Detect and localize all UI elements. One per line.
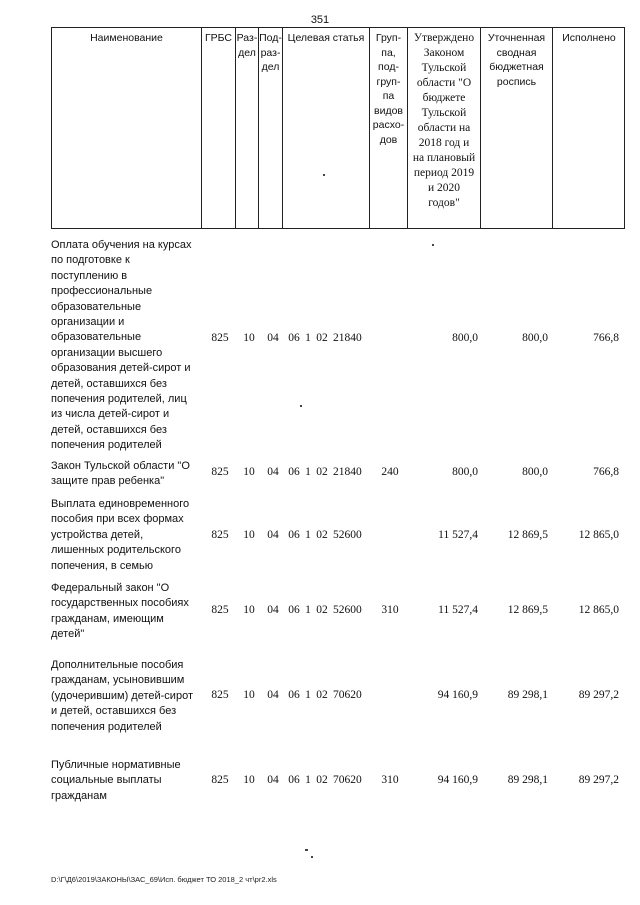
cell-approved: 800,0	[452, 332, 478, 344]
cell-podrazdel: 04	[267, 466, 279, 478]
table-header	[51, 27, 625, 229]
cell-executed: 12 865,0	[578, 529, 619, 541]
scan-speck	[305, 849, 308, 851]
cell-target-subprogram: 1	[305, 604, 311, 616]
cell-podrazdel: 04	[267, 774, 279, 786]
cell-executed: 766,8	[593, 332, 619, 344]
header-executed: Исполнено	[562, 32, 616, 44]
cell-target-event: 02	[316, 466, 328, 478]
row-name: Оплата обучения на курсах по подготовке к поступлению в профессиональные образовательные организации и образовательные организации высшего образования детей-сирот и детей, оставшихся без попечения родителей, лиц из числа детей-сирот и детей, оставшихся без попечения родителей	[51, 239, 192, 452]
cell-razdel: 10	[243, 774, 255, 786]
cell-approved: 94 160,9	[437, 689, 478, 701]
header-podrazdel: Под- раз- дел	[259, 28, 283, 228]
cell-refined: 800,0	[522, 332, 548, 344]
cell-target-program: 06	[288, 774, 300, 786]
cell-target-program: 06	[288, 466, 300, 478]
cell-executed: 89 297,2	[578, 774, 619, 786]
cell-razdel: 10	[243, 529, 255, 541]
cell-target-direction: 21840	[333, 466, 362, 478]
cell-executed: 89 297,2	[578, 689, 619, 701]
cell-vid: 240	[381, 466, 399, 478]
cell-target-event: 02	[316, 774, 328, 786]
cell-target-program: 06	[288, 529, 300, 541]
row-name: Федеральный закон "О государственных пособиях гражданам, имеющим детей"	[51, 582, 189, 641]
cell-executed: 766,8	[593, 466, 619, 478]
cell-grbs: 825	[211, 774, 229, 786]
cell-target-subprogram: 1	[305, 689, 311, 701]
cell-podrazdel: 04	[267, 529, 279, 541]
cell-vid: 310	[381, 604, 399, 616]
cell-target-subprogram: 1	[305, 332, 311, 344]
cell-podrazdel: 04	[267, 604, 279, 616]
cell-approved: 94 160,9	[437, 774, 478, 786]
cell-refined: 89 298,1	[507, 689, 548, 701]
cell-podrazdel: 04	[267, 332, 279, 344]
header-grbs: ГРБС	[202, 28, 236, 228]
cell-target-direction: 70620	[333, 774, 362, 786]
cell-target-direction: 70620	[333, 689, 362, 701]
header-refined: Уточненная сводная бюджетная роспись	[481, 28, 553, 228]
cell-target-direction: 52600	[333, 604, 362, 616]
table-row	[51, 758, 625, 808]
table-row	[51, 658, 625, 738]
cell-grbs: 825	[211, 689, 229, 701]
cell-target-direction: 21840	[333, 332, 362, 344]
cell-target-event: 02	[316, 529, 328, 541]
cell-grbs: 825	[211, 604, 229, 616]
cell-razdel: 10	[243, 604, 255, 616]
cell-target-program: 06	[288, 332, 300, 344]
cell-target-subprogram: 1	[305, 529, 311, 541]
table-row	[51, 497, 625, 575]
scan-speck	[432, 244, 434, 246]
cell-podrazdel: 04	[267, 689, 279, 701]
row-name: Дополнительные пособия гражданам, усыновившим (удочерившим) детей-сирот и детей, оставшихся без попечения родителей	[51, 659, 193, 733]
cell-target-program: 06	[288, 604, 300, 616]
table-row	[51, 459, 625, 493]
header-approved: Утверждено Законом Тульской области "О бюджете Тульской области на 2018 год и на плановый период 2019 и 2020 годов"	[408, 28, 481, 228]
header-group: Груп- па, под- груп- па видов расхо- дов	[370, 28, 408, 228]
cell-target-direction: 52600	[333, 529, 362, 541]
cell-target-event: 02	[316, 689, 328, 701]
scan-speck	[311, 856, 313, 858]
cell-grbs: 825	[211, 529, 229, 541]
cell-razdel: 10	[243, 332, 255, 344]
cell-refined: 12 869,5	[507, 529, 548, 541]
cell-refined: 12 869,5	[507, 604, 548, 616]
cell-refined: 800,0	[522, 466, 548, 478]
row-name: Публичные нормативные социальные выплаты гражданам	[51, 759, 181, 802]
cell-target-subprogram: 1	[305, 774, 311, 786]
cell-approved: 800,0	[452, 466, 478, 478]
cell-razdel: 10	[243, 466, 255, 478]
cell-razdel: 10	[243, 689, 255, 701]
cell-target-program: 06	[288, 689, 300, 701]
cell-vid: 310	[381, 774, 399, 786]
row-name: Закон Тульской области "О защите прав ребенка"	[51, 460, 190, 488]
scan-speck	[323, 174, 325, 176]
cell-target-event: 02	[316, 604, 328, 616]
header-name: Наименование	[52, 28, 202, 228]
table-row	[51, 581, 625, 645]
cell-executed: 12 865,0	[578, 604, 619, 616]
header-target: Целевая статья	[283, 28, 370, 228]
cell-target-subprogram: 1	[305, 466, 311, 478]
page-number: 351	[310, 14, 330, 26]
cell-grbs: 825	[211, 332, 229, 344]
scan-speck	[300, 405, 302, 407]
header-razdel: Раз- дел	[236, 28, 259, 228]
file-path-footer: D:\Г\Д6\2019\ЗАКОНЫ\ЗАС_69\Исп. бюджет ТО 2018_2 чт\pr2.xls	[51, 875, 277, 884]
cell-refined: 89 298,1	[507, 774, 548, 786]
cell-approved: 11 527,4	[438, 604, 478, 616]
cell-grbs: 825	[211, 466, 229, 478]
row-name: Выплата единовременного пособия при всех формах устройства детей, лишенных родительского попечения, в семью	[51, 498, 190, 572]
cell-approved: 11 527,4	[438, 529, 478, 541]
cell-target-event: 02	[316, 332, 328, 344]
table-row	[51, 238, 625, 454]
